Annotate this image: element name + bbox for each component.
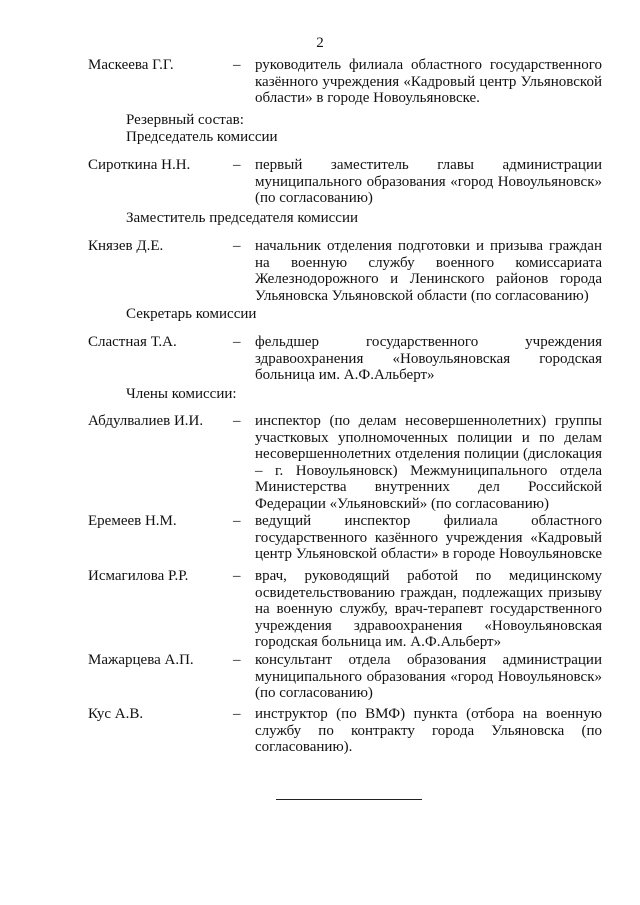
member-name: Кус А.В. <box>88 706 144 722</box>
member-name: Князев Д.Е. <box>88 238 164 254</box>
member-name: Сироткина Н.Н. <box>88 157 191 173</box>
heading-secretary: Секретарь комиссии <box>126 306 257 322</box>
dash-separator: – <box>233 238 241 254</box>
page-number: 2 <box>316 35 324 51</box>
heading-vice-chair: Заместитель председателя комиссии <box>126 210 359 226</box>
member-role: руководитель филиала областного государственного казённого учреждения «Кадровый центр Ульяновской области» в городе Новоульяновске. <box>255 57 602 106</box>
member-entry <box>88 238 608 304</box>
member-entry <box>88 568 608 651</box>
member-entry <box>88 334 608 384</box>
member-entry <box>88 157 608 207</box>
heading-chair: Председатель комиссии <box>126 129 278 145</box>
heading-reserve: Резервный состав: <box>126 112 244 128</box>
dash-separator: – <box>233 57 241 73</box>
member-entry <box>88 706 608 756</box>
member-entry <box>88 413 608 512</box>
member-entry <box>88 513 608 563</box>
member-role: начальник отделения подготовки и призыва граждан на военную службу военного комиссариата Железнодорожного и Ленинского районов города Ульяновска Ульяновской области (по согласованию) <box>255 238 602 304</box>
dash-separator: – <box>233 157 241 173</box>
member-entry <box>88 652 608 702</box>
member-name: Абдулвалиев И.И. <box>88 413 204 429</box>
member-role: первый заместитель главы администрации муниципального образования «город Новоульяновск» (по согласованию) <box>255 157 602 206</box>
member-role: консультант отдела образования администрации муниципального образования «город Новоульяновск» (по согласованию) <box>255 652 602 701</box>
dash-separator: – <box>233 334 241 350</box>
member-role: врач, руководящий работой по медицинскому освидетельствованию граждан, подлежащих призыву на военную службу, врач-терапевт государственного учреждения здравоохранения «Новоульяновская городская больница им. А.Ф.Альберт» <box>255 568 602 650</box>
member-role: фельдшер государственного учреждения здравоохранения «Новоульяновская городская больница им. А.Ф.Альберт» <box>255 334 602 383</box>
member-role: ведущий инспектор филиала областного государственного казённого учреждения «Кадровый центр Ульяновской области» в городе Новоульяновске <box>255 513 603 562</box>
heading-members: Члены комиссии: <box>126 386 237 402</box>
member-role: инструктор (по ВМФ) пункта (отбора на военную службу по контракту города Ульяновска (по согласованию). <box>255 706 602 755</box>
member-name: Исмагилова Р.Р. <box>88 568 189 584</box>
member-role: инспектор (по делам несовершеннолетних) группы участковых уполномоченных полиции и по делам несовершеннолетних отделения полиции (дислокация – г. Новоульяновск) Межмуниципального отдела Министерства внутренних дел Российской Федерации «Ульяновский» (по согласованию) <box>255 413 602 512</box>
member-name: Еремеев Н.М. <box>88 513 177 529</box>
member-entry <box>88 57 608 107</box>
end-divider <box>276 799 422 800</box>
member-name: Маскеева Г.Г. <box>88 57 174 73</box>
member-name: Мажарцева А.П. <box>88 652 194 668</box>
dash-separator: – <box>233 706 241 722</box>
member-name: Сластная Т.А. <box>88 334 177 350</box>
dash-separator: – <box>233 652 241 668</box>
dash-separator: – <box>233 513 241 529</box>
dash-separator: – <box>233 413 241 429</box>
dash-separator: – <box>233 568 241 584</box>
